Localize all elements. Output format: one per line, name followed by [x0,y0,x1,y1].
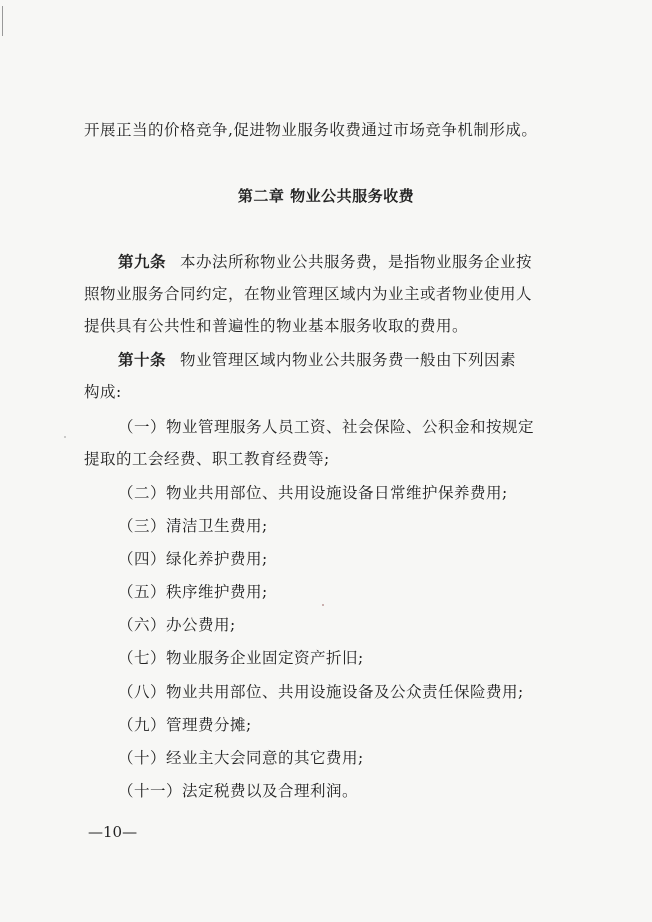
page-number: —10— [88,823,138,841]
article-9-label: 第九条 [118,253,167,271]
list-item: （八）物业共用部位、共用设施设备及公众责任保险费用; [118,683,524,701]
article-10-first-line [118,350,516,370]
list-item: （六）办公费用; [118,616,236,634]
chapter-heading: 第二章 物业公共服务收费 [237,187,415,205]
scan-edge-mark [2,6,3,36]
article-10-text: 物业管理区域内物业公共服务费一般由下列因素 [180,351,517,369]
list-item: （四）绿化养护费用; [118,550,268,568]
list-item: （十一）法定税费以及合理利润。 [118,782,359,800]
continuation-line: 开展正当的价格竞争,促进物业服务收费通过市场竞争机制形成。 [84,121,538,139]
scan-speck [322,604,324,606]
article-9-line-2: 照物业服务合同约定，在物业管理区域内为业主或者物业使用人 [84,285,533,303]
scan-speck [64,436,66,438]
list-item: 提取的工会经费、职工教育经费等; [84,450,330,468]
list-item: （五）秩序维护费用; [118,583,268,601]
list-item: （三）清洁卫生费用; [118,517,268,535]
list-item: （九）管理费分摊; [118,716,252,734]
article-9-line-3: 提供具有公共性和普遍性的物业基本服务收取的费用。 [84,317,469,335]
list-item: （一）物业管理服务人员工资、社会保险、公积金和按规定 [118,418,535,436]
list-item: （十）经业主大会同意的其它费用; [118,749,364,767]
article-9-text: 本办法所称物业公共服务费，是指物业服务企业按 [180,253,533,271]
article-9-first-line [118,252,532,272]
list-item: （二）物业共用部位、共用设施设备日常维护保养费用; [118,484,508,502]
list-item: （七）物业服务企业固定资产折旧; [118,649,364,667]
article-10-line-2: 构成: [84,383,122,401]
article-10-label: 第十条 [118,351,167,369]
